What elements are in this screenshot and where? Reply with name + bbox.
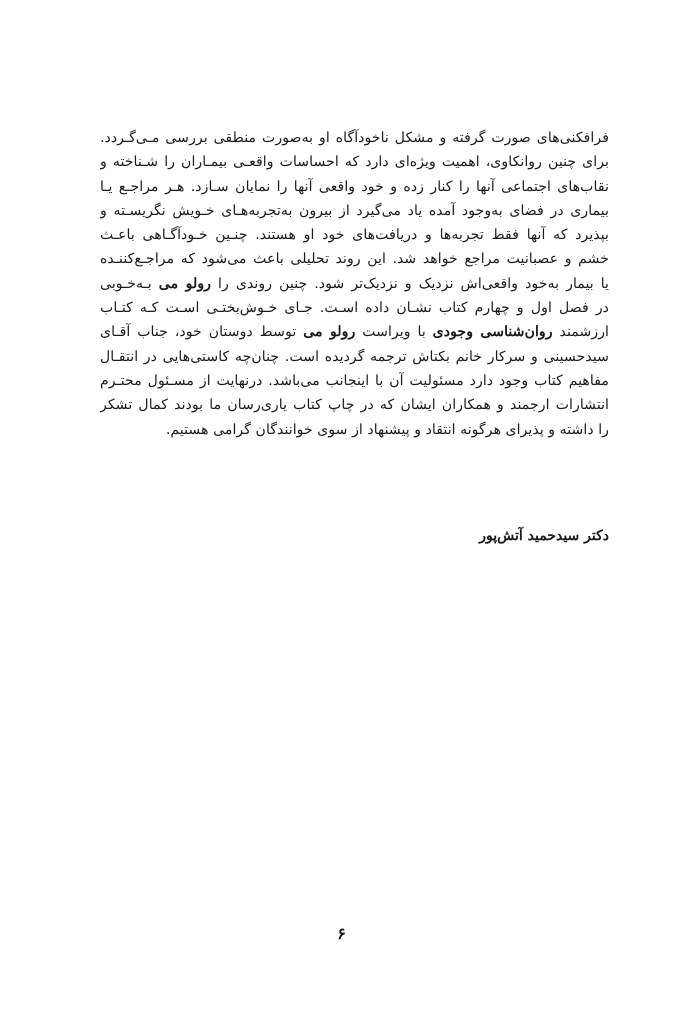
body-paragraph bbox=[100, 126, 609, 442]
book-title-existential-psychology: روان‌شناسی وجودی bbox=[432, 324, 553, 341]
text-line: نقاب‌های اجتماعی آنها را کنار زده و خود واقعی آنها را نمایان سـازد. هـر مراجـع یـا bbox=[100, 178, 609, 195]
text-line: انتشارات ارجمند و همکاران ایشان که در چاپ کتاب یاری‌رسان ما بودند کمال تشکر bbox=[100, 397, 609, 414]
text-line: برای چنین روانکاوی، اهمیت ویژه‌ای دارد که احساسات واقعـی بیمـاران را شـناخته و bbox=[100, 154, 609, 171]
text-run: بـه‌خـوبی bbox=[100, 275, 159, 292]
text-line bbox=[100, 320, 609, 344]
author-signature: دکتر سیدحمید آتش‌پور bbox=[479, 528, 609, 544]
text-line bbox=[100, 272, 609, 296]
text-line: بیماری در فضای به‌وجود آمده یاد می‌گیرد از بیرون به‌تجربه‌هـای خـویش نگریسـته و bbox=[100, 202, 609, 219]
text-line: در فصل اول و چهارم کتاب نشـان داده اسـت. جـای خـوش‌بختـی اسـت کـه کتـاب bbox=[100, 300, 609, 317]
text-line: بپذیرد که آنها فقط تجربه‌ها و دریافت‌های خود او هستند. چنـین خـودآگـاهی باعـث bbox=[100, 227, 609, 244]
author-name-rollo-may: رولو می bbox=[158, 275, 212, 292]
author-name-rollo-may: رولو می bbox=[303, 324, 356, 341]
text-run: یا بیمار به‌خود واقعی‌اش نزدیک و نزدیک‌تر شود. چنین روندی را bbox=[211, 275, 609, 292]
text-run: ارزشمند bbox=[552, 324, 609, 341]
text-run: توسط دوستان خود، جناب آقـای bbox=[100, 324, 304, 341]
text-run: با ویراست bbox=[355, 324, 433, 341]
text-line: خشم و عصبانیت مراجع خواهد شد. این روند تحلیلی باعث می‌شود که مراجـع‌کننـده bbox=[100, 251, 609, 268]
text-line: فرافکنی‌های صورت گرفته و مشکل ناخودآگاه او به‌صورت منطقی بررسی مـی‌گـردد. bbox=[100, 130, 609, 146]
text-line: سیدحسینی و سرکار خانم بکتاش ترجمه گردیده است. چنان‌چه کاستی‌هایی در انتقـال bbox=[100, 348, 609, 365]
text-line: را داشته و پذیرای هرگونه انتقاد و پیشنهاد از سوی خوانندگان گرامی هستیم. bbox=[165, 421, 609, 438]
page-number: ۶ bbox=[337, 924, 346, 943]
text-line: مفاهیم کتاب وجود دارد مسئولیت آن با اینجانب می‌باشد. درنهایت از مسـئول محتـرم bbox=[100, 372, 609, 389]
